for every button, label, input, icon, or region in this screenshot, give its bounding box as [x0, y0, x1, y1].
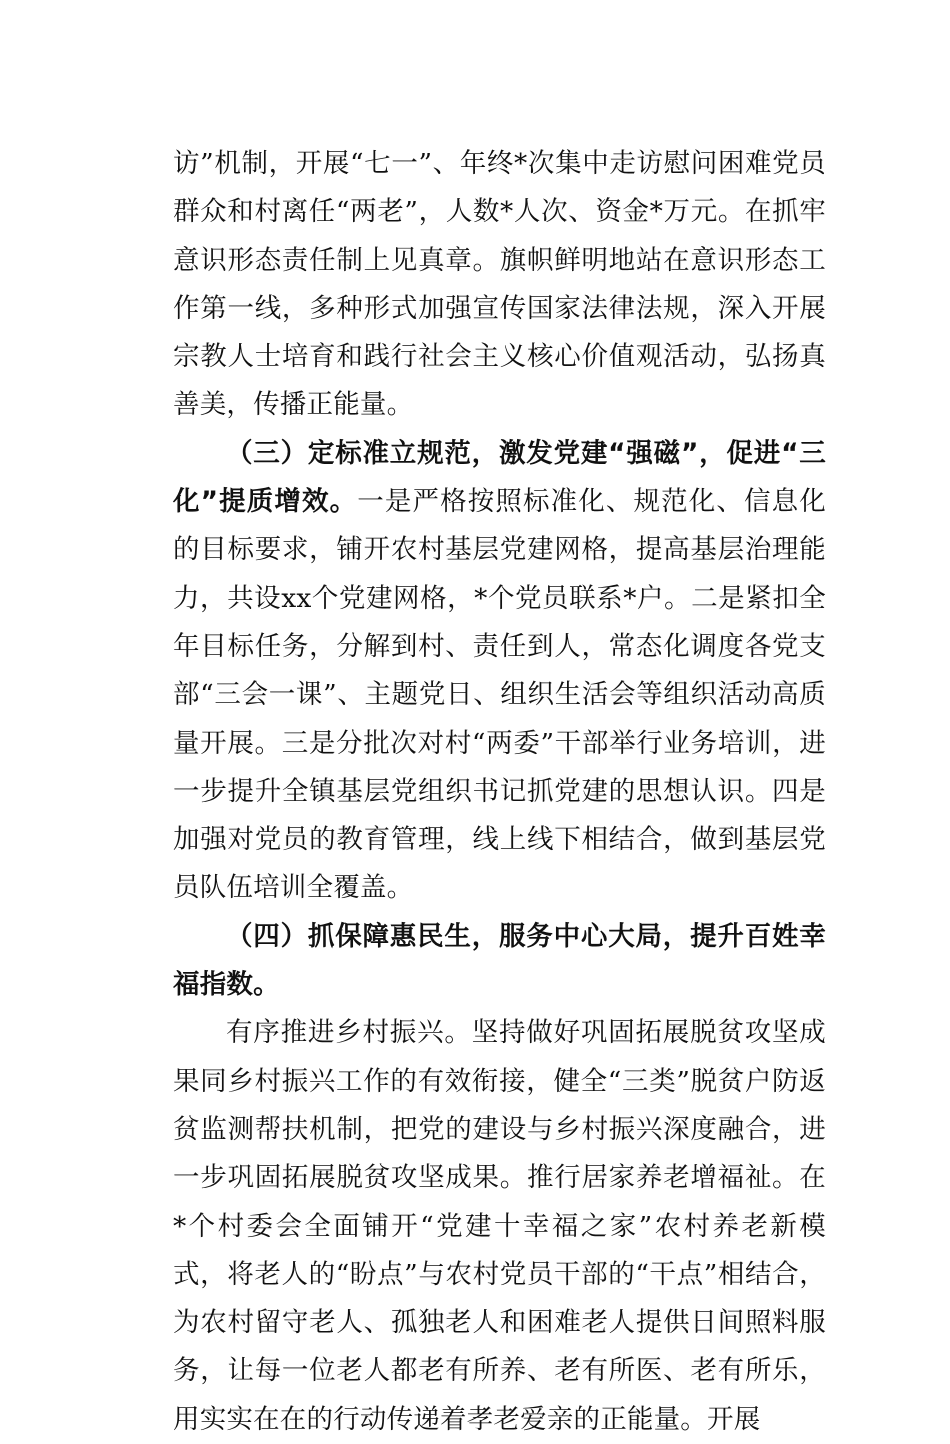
paragraph-section-3	[173, 430, 826, 913]
section-heading-4: （四）抓保障惠民生，服务中心大局，提升百姓幸福指数。	[173, 920, 826, 1001]
section-heading-3: （三）定标准立规范，激发党建“强磁”，促进“三化”提质增效。	[173, 437, 826, 518]
paragraph-text: 访”机制，开展“七一”、年终*次集中走访慰问困难党员群众和村离任“两老”，人数*人次、资金*万元。在抓牢意识形态责任制上见真章。旗帜鲜明地站在意识形态工作第一线，多种形式加强宣传国家法律法规，深入开展宗教人士培育和践行社会主义核心价值观活动，弘扬真善美，传播正能量。	[173, 148, 826, 421]
paragraph-text: 有序推进乡村振兴。坚持做好巩固拓展脱贫攻坚成果同乡村振兴工作的有效衔接，健全“三类”脱贫户防返贫监测帮扶机制，把党的建设与乡村振兴深度融合，进一步巩固拓展脱贫攻坚成果。推行居家养老增福祉。在*个村委会全面铺开“党建十幸福之家”农村养老新模式，将老人的“盼点”与农村党员干部的“干点”相结合，为农村留守老人、孤独老人和困难老人提供日间照料服务，让每一位老人都老有所养、老有所医、老有所乐，用实实在在的行动传递着孝老爱亲的正能量。开展	[173, 1017, 826, 1435]
document-body	[173, 140, 826, 1444]
paragraph-continuation	[173, 140, 826, 430]
paragraph-section-4-heading	[173, 913, 826, 1010]
paragraph-section-4-body	[173, 1009, 826, 1444]
paragraph-text: 一是严格按照标准化、规范化、信息化的目标要求，铺开农村基层党建网格，提高基层治理能力，共设xx个党建网格，*个党员联系*户。二是紧扣全年目标任务，分解到村、责任到人，常态化调度各党支部“三会一课”、主题党日、组织生活会等组织活动高质量开展。三是分批次对村“两委”干部举行业务培训，进一步提升全镇基层党组织书记抓党建的思想认识。四是加强对党员的教育管理，线上线下相结合，做到基层党员队伍培训全覆盖。	[173, 486, 826, 904]
